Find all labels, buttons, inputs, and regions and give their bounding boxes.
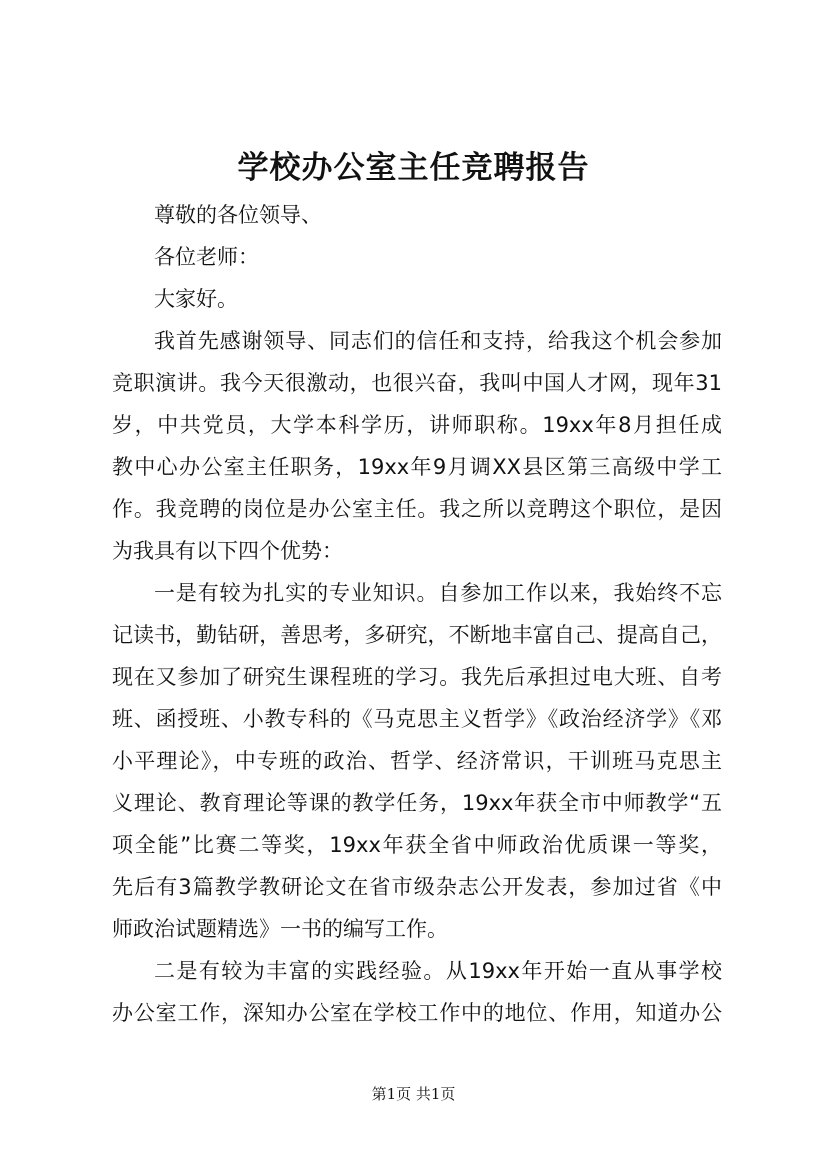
body-line: 教中心办公室主任职务，19xx年9月调XX县区第三高级中学工 xyxy=(112,455,722,479)
body-line: 竞职演讲。我今天很激动，也很兴奋，我叫中国人才网，现年31 xyxy=(112,371,722,395)
body-line: 义理论、教育理论等课的教学任务，19xx年获全市中师教学“五 xyxy=(112,791,722,815)
body-line: 为我具有以下四个优势： xyxy=(112,539,343,563)
body-line: 项全能”比赛二等奖，19xx年获全省中师政治优质课一等奖， xyxy=(112,833,722,857)
body-line: 尊敬的各位领导、 xyxy=(154,203,322,227)
body-line: 记读书，勤钻研，善思考，多研究，不断地丰富自己、提高自己， xyxy=(112,623,722,647)
body-line: 现在又参加了研究生课程班的学习。我先后承担过电大班、自考 xyxy=(112,665,722,689)
body-line: 班、函授班、小教专科的《马克思主义哲学》《政治经济学》《邓 xyxy=(112,707,722,731)
body-line: 作。我竞聘的岗位是办公室主任。我之所以竞聘这个职位，是因 xyxy=(112,497,722,521)
body-line: 我首先感谢领导、同志们的信任和支持，给我这个机会参加 xyxy=(154,329,722,353)
body-line: 岁，中共党员，大学本科学历，讲师职称。19xx年8月担任成 xyxy=(112,413,722,437)
body-line: 二是有较为丰富的实践经验。从19xx年开始一直从事学校 xyxy=(154,959,722,983)
body-line: 师政治试题精选》一书的编写工作。 xyxy=(112,917,448,941)
body-line: 先后有3篇教学教研论文在省市级杂志公开发表，参加过省《中 xyxy=(112,875,722,899)
page-footer: 第1页 共1页 xyxy=(371,1085,456,1103)
body-line: 办公室工作，深知办公室在学校工作中的地位、作用，知道办公 xyxy=(112,1001,722,1025)
body-line: 一是有较为扎实的专业知识。自参加工作以来，我始终不忘 xyxy=(154,581,722,605)
body-line: 大家好。 xyxy=(154,287,238,311)
body-line: 各位老师： xyxy=(154,245,259,269)
body-line: 小平理论》，中专班的政治、哲学、经济常识，干训班马克思主 xyxy=(112,749,722,773)
document-title: 学校办公室主任竞聘报告 xyxy=(237,150,590,186)
